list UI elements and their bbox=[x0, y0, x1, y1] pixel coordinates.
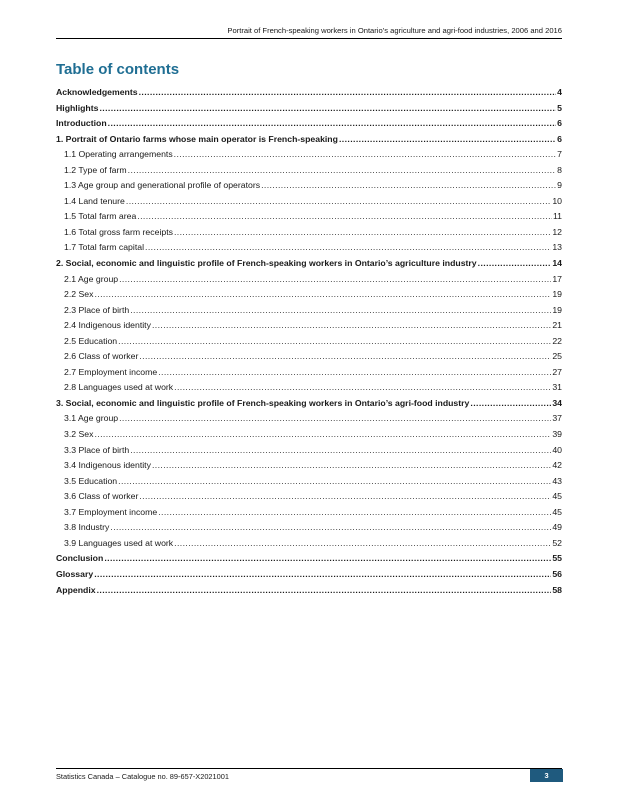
toc-entry[interactable] bbox=[56, 227, 562, 243]
toc-entry[interactable] bbox=[56, 460, 562, 476]
toc-entry[interactable] bbox=[56, 211, 562, 227]
toc-entry-page: 21 bbox=[552, 320, 562, 331]
toc-entry-label: 2.3 Place of birth bbox=[64, 304, 130, 315]
toc-leader-dots bbox=[119, 274, 551, 284]
toc-entry[interactable] bbox=[56, 258, 562, 274]
toc-entry[interactable] bbox=[56, 569, 562, 585]
toc-entry-label: Conclusion bbox=[56, 553, 104, 564]
toc-entry[interactable] bbox=[56, 87, 562, 103]
toc-leader-dots bbox=[104, 553, 551, 563]
toc-leader-dots bbox=[139, 491, 551, 501]
toc-entry[interactable] bbox=[56, 585, 562, 601]
toc-entry-label: 2.7 Employment income bbox=[64, 366, 158, 377]
toc-entry-page: 37 bbox=[552, 413, 562, 424]
toc-leader-dots bbox=[174, 149, 556, 159]
toc-entry-page: 56 bbox=[552, 568, 562, 579]
toc-entry-page: 40 bbox=[552, 444, 562, 455]
toc-entry-label: 2.6 Class of worker bbox=[64, 351, 139, 362]
toc-entry-label: 3.9 Languages used at work bbox=[64, 537, 174, 548]
toc-entry-page: 45 bbox=[552, 506, 562, 517]
toc-entry-label: Highlights bbox=[56, 102, 99, 113]
toc-entry-page: 9 bbox=[557, 180, 562, 191]
toc-entry-label: 3.4 Indigenous identity bbox=[64, 460, 151, 471]
toc-entry-page: 7 bbox=[557, 149, 562, 160]
toc-leader-dots bbox=[99, 103, 556, 113]
toc-leader-dots bbox=[152, 460, 551, 470]
toc-entry-page: 39 bbox=[552, 429, 562, 440]
toc-leader-dots bbox=[94, 569, 551, 579]
toc-entry[interactable] bbox=[56, 149, 562, 165]
toc-leader-dots bbox=[128, 165, 557, 175]
toc-entry-page: 34 bbox=[552, 397, 562, 408]
toc-entry-page: 11 bbox=[552, 211, 562, 222]
toc-entry[interactable] bbox=[56, 538, 562, 554]
toc-entry[interactable] bbox=[56, 242, 562, 258]
toc-entry-page: 6 bbox=[557, 133, 562, 144]
toc-entry[interactable] bbox=[56, 196, 562, 212]
toc-entry-label: 3.7 Employment income bbox=[64, 506, 158, 517]
toc-entry[interactable] bbox=[56, 103, 562, 119]
toc-entry-label: 1.7 Total farm capital bbox=[64, 242, 144, 253]
toc-leader-dots bbox=[470, 398, 551, 408]
toc-entry-page: 12 bbox=[552, 226, 562, 237]
toc-leader-dots bbox=[158, 507, 551, 517]
toc-entry-page: 42 bbox=[552, 460, 562, 471]
toc-entry[interactable] bbox=[56, 398, 562, 414]
toc-entry-page: 25 bbox=[552, 351, 562, 362]
page-number-badge: 3 bbox=[530, 769, 563, 782]
toc-entry-label: Glossary bbox=[56, 568, 94, 579]
toc-entry[interactable] bbox=[56, 351, 562, 367]
toc-entry-label: 3.8 Industry bbox=[64, 522, 110, 533]
toc-entry[interactable] bbox=[56, 522, 562, 538]
toc-leader-dots bbox=[97, 585, 552, 595]
toc-entry[interactable] bbox=[56, 445, 562, 461]
toc-entry-label: 2.5 Education bbox=[64, 335, 118, 346]
toc-entry-label: Appendix bbox=[56, 584, 96, 595]
toc-leader-dots bbox=[139, 351, 551, 361]
toc-entry-page: 55 bbox=[552, 553, 562, 564]
toc-entry-label: 1.2 Type of farm bbox=[64, 164, 127, 175]
toc-entry[interactable] bbox=[56, 553, 562, 569]
toc-entry-page: 17 bbox=[552, 273, 562, 284]
toc-leader-dots bbox=[94, 429, 551, 439]
footer-catalogue: Statistics Canada – Catalogue no. 89-657-X2021001 bbox=[56, 772, 229, 781]
toc-leader-dots bbox=[130, 445, 551, 455]
toc-entry-page: 27 bbox=[552, 366, 562, 377]
toc-entry[interactable] bbox=[56, 289, 562, 305]
toc-entry[interactable] bbox=[56, 320, 562, 336]
toc-leader-dots bbox=[118, 336, 551, 346]
toc-entry[interactable] bbox=[56, 165, 562, 181]
toc-entry-page: 8 bbox=[557, 164, 562, 175]
toc-entry-page: 13 bbox=[552, 242, 562, 253]
toc-leader-dots bbox=[94, 289, 551, 299]
toc-entry[interactable] bbox=[56, 429, 562, 445]
toc-entry-label: 2.4 Indigenous identity bbox=[64, 320, 151, 331]
toc-entry-page: 19 bbox=[552, 289, 562, 300]
toc-leader-dots bbox=[174, 227, 551, 237]
toc-leader-dots bbox=[137, 211, 552, 221]
toc-entry-label: 1.4 Land tenure bbox=[64, 195, 125, 206]
toc-entry-page: 49 bbox=[552, 522, 562, 533]
toc-leader-dots bbox=[145, 242, 551, 252]
toc-entry-label: 1.6 Total gross farm receipts bbox=[64, 226, 173, 237]
toc-entry-label: 2.2 Sex bbox=[64, 289, 94, 300]
toc-entry[interactable] bbox=[56, 180, 562, 196]
toc-entry-page: 19 bbox=[552, 304, 562, 315]
toc-entry-page: 31 bbox=[552, 382, 562, 393]
toc-leader-dots bbox=[108, 118, 556, 128]
toc-entry-label: 1. Portrait of Ontario farms whose main operator is French-speaking bbox=[56, 133, 338, 144]
toc-entry-label: 3.3 Place of birth bbox=[64, 444, 130, 455]
toc-leader-dots bbox=[174, 538, 551, 548]
toc-entry-label: 2. Social, economic and linguistic profile of French-speaking workers in Ontario’s agriculture industry bbox=[56, 258, 477, 269]
toc-leader-dots bbox=[152, 320, 551, 330]
footer-rule bbox=[56, 768, 562, 769]
toc-entry-page: 6 bbox=[557, 118, 562, 129]
toc-entry-label: 3.5 Education bbox=[64, 475, 118, 486]
toc-entry[interactable] bbox=[56, 507, 562, 523]
toc-leader-dots bbox=[174, 382, 551, 392]
toc-entry-label: 3.2 Sex bbox=[64, 429, 94, 440]
toc-leader-dots bbox=[130, 305, 551, 315]
toc-entry[interactable] bbox=[56, 367, 562, 383]
toc-entry[interactable] bbox=[56, 476, 562, 492]
toc-leader-dots bbox=[339, 134, 556, 144]
toc-entry-label: 2.1 Age group bbox=[64, 273, 119, 284]
toc-entry[interactable] bbox=[56, 491, 562, 507]
toc-entry-page: 10 bbox=[552, 195, 562, 206]
toc-leader-dots bbox=[261, 180, 556, 190]
toc-entry[interactable] bbox=[56, 336, 562, 352]
toc-entry-page: 22 bbox=[552, 335, 562, 346]
toc-entry[interactable] bbox=[56, 134, 562, 150]
toc-leader-dots bbox=[158, 367, 551, 377]
toc-entry[interactable] bbox=[56, 274, 562, 290]
toc-entry-label: 1.3 Age group and generational profile of operators bbox=[64, 180, 261, 191]
toc-leader-dots bbox=[139, 87, 557, 97]
toc-leader-dots bbox=[478, 258, 552, 268]
toc-entry-page: 43 bbox=[552, 475, 562, 486]
toc-entry-page: 58 bbox=[552, 584, 562, 595]
toc-entry-page: 52 bbox=[552, 537, 562, 548]
toc-entry-page: 45 bbox=[552, 491, 562, 502]
toc-entry-label: 3.1 Age group bbox=[64, 413, 119, 424]
toc-leader-dots bbox=[119, 413, 551, 423]
running-header: Portrait of French-speaking workers in Ontario’s agriculture and agri-food industries, 2006 and 2016 bbox=[227, 26, 562, 35]
toc-entry-label: 3. Social, economic and linguistic profile of French-speaking workers in Ontario’s agri-food industry bbox=[56, 397, 470, 408]
toc-entry[interactable] bbox=[56, 413, 562, 429]
toc-entry-label: 3.6 Class of worker bbox=[64, 491, 139, 502]
toc-entry[interactable] bbox=[56, 382, 562, 398]
toc-leader-dots bbox=[118, 476, 551, 486]
toc-entry[interactable] bbox=[56, 118, 562, 134]
toc-leader-dots bbox=[110, 522, 551, 532]
toc-entry-label: 1.5 Total farm area bbox=[64, 211, 137, 222]
toc-entry-page: 14 bbox=[552, 258, 562, 269]
toc-entry-page: 4 bbox=[557, 87, 562, 97]
toc-leader-dots bbox=[126, 196, 551, 206]
toc-entry-label: Acknowledgements bbox=[56, 87, 138, 97]
toc-entry[interactable] bbox=[56, 305, 562, 321]
toc-title: Table of contents bbox=[56, 61, 180, 78]
toc-entry-label: Introduction bbox=[56, 118, 107, 129]
toc-entry-page: 5 bbox=[557, 102, 562, 113]
toc-entry-label: 1.1 Operating arrangements bbox=[64, 149, 173, 160]
toc-entry-label: 2.8 Languages used at work bbox=[64, 382, 174, 393]
header-rule bbox=[56, 38, 562, 39]
toc-list bbox=[56, 87, 562, 600]
